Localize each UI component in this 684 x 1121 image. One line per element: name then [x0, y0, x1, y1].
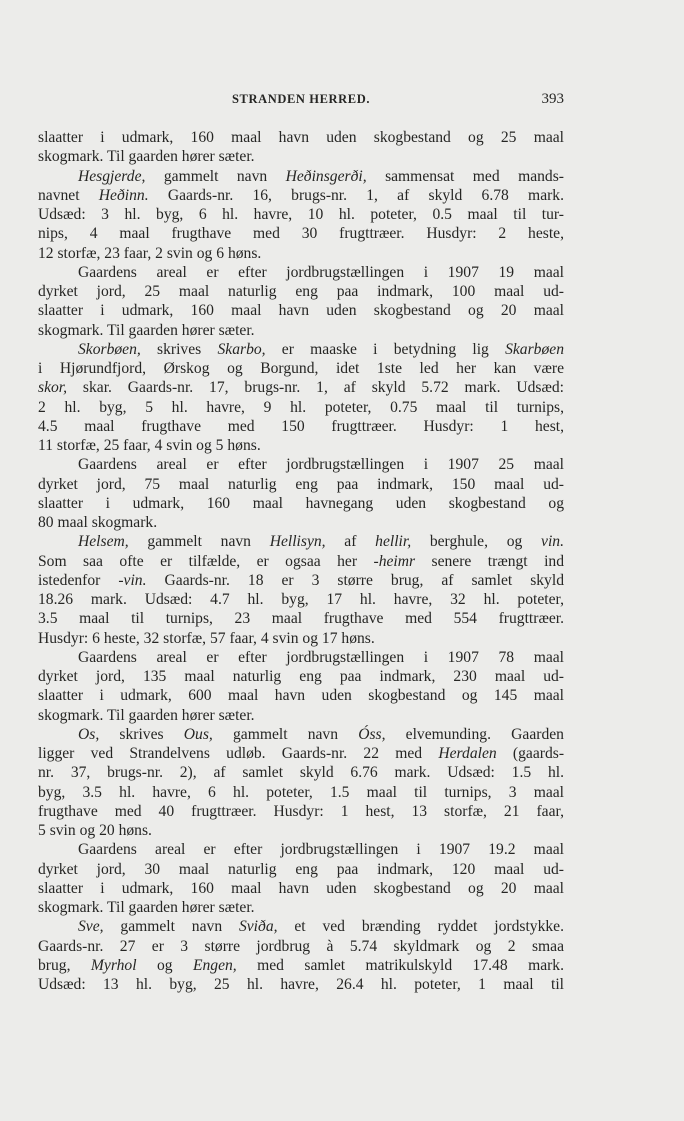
italic-term: Sve, [78, 918, 104, 936]
text-line [38, 224, 564, 243]
text-line [38, 282, 564, 301]
italic-term: Myrhol [90, 956, 137, 974]
text-run: slaatter i udmark, 160 maal havnegang uden skogbestand og [38, 494, 564, 512]
text-line [38, 609, 564, 628]
text-line [38, 167, 564, 186]
text-line [38, 552, 564, 571]
text-run: 5 svin og 20 høns. [38, 822, 152, 839]
text-line [38, 301, 564, 320]
text-line [38, 879, 564, 898]
text-run: et ved brænding ryddet jordstykke. [277, 918, 564, 936]
text-run: nips, 4 maal frugthave med 30 frugttræer. Husdyr: 2 heste, [38, 225, 564, 243]
text-run: 11 storfæ, 25 faar, 4 svin og 5 høns. [38, 437, 261, 454]
italic-term: Heðinn. [98, 186, 149, 204]
italic-term: Óss, [358, 725, 386, 743]
text-line [38, 840, 564, 859]
text-run: Gaardens areal er efter jordbrugstællingen i 1907 19 maal [78, 263, 564, 281]
text-line [38, 263, 564, 282]
text-run: 3.5 maal til turnips, 23 maal frugthave med 554 frugttræer. [38, 610, 564, 628]
text-run: skrives [99, 725, 184, 743]
text-run: dyrket jord, 135 maal naturlig eng paa indmark, 230 maal ud- [38, 668, 564, 685]
text-line [38, 821, 564, 840]
text-line [38, 667, 564, 686]
text-run: Gaardens areal er efter jordbrugstællingen i 1907 25 maal [78, 456, 564, 474]
text-run: og [136, 956, 193, 974]
text-run: Gaards-nr. 27 er 3 større jordbrug à 5.74 skyldmark og 2 smaa [38, 937, 564, 955]
text-line [38, 532, 564, 551]
italic-term: Engen, [192, 956, 237, 974]
italic-term: -heimr [373, 552, 416, 570]
italic-term: Os, [78, 725, 100, 743]
text-line [38, 956, 564, 975]
text-run: byg, 3.5 hl. havre, 6 hl. poteter, 1.5 maal til turnips, 3 maal [38, 783, 564, 801]
text-line [38, 629, 564, 648]
italic-term: hellir, [375, 533, 412, 551]
text-line [38, 340, 564, 359]
text-run: slaatter i udmark, 160 maal havn uden skogbestand og 20 maal [38, 302, 564, 320]
italic-term: Heðinsgerði, [285, 167, 367, 185]
text-line [38, 244, 564, 263]
text-run: Gaards-nr. 18 er 3 større brug, af samlet skyld [146, 571, 564, 589]
text-run: (gaards- [496, 745, 565, 762]
text-run: 80 maal skogmark. [38, 514, 158, 531]
text-line [38, 725, 564, 744]
text-run: Gaards-nr. 16, brugs-nr. 1, af skyld 6.78 mark. [148, 186, 564, 204]
text-line [38, 590, 564, 609]
text-line [38, 359, 564, 378]
text-line [38, 378, 564, 397]
text-run: istedenfor [38, 571, 119, 589]
italic-term: -vin. [118, 571, 147, 589]
text-line [38, 898, 564, 917]
text-run: skrives [140, 340, 218, 358]
text-line [38, 860, 564, 879]
text-line [38, 417, 564, 436]
text-run: brug, [38, 956, 91, 974]
text-run: dyrket jord, 30 maal naturlig eng paa indmark, 120 maal ud- [38, 860, 564, 878]
text-run: senere trængt ind [415, 552, 565, 570]
text-line [38, 648, 564, 667]
italic-term: Hellisyn, [269, 533, 326, 551]
text-run: Gaardens areal er efter jordbrugstællingen i 1907 19.2 maal [78, 841, 564, 859]
text-line [38, 917, 564, 936]
italic-term: Ous, [183, 725, 213, 743]
text-line [38, 686, 564, 705]
italic-term: Skarbøen [505, 340, 564, 358]
text-line [38, 975, 564, 994]
text-run: Udsæd: 3 hl. byg, 6 hl. havre, 10 hl. poteter, 0.5 maal til tur- [38, 206, 564, 223]
text-run: ligger ved Strandelvens udløb. Gaards-nr. 22 med [38, 745, 439, 762]
italic-term: Hesgjerde, [78, 167, 146, 185]
italic-term: Helsem, [78, 533, 129, 551]
text-run: skogmark. Til gaarden hører sæter. [38, 706, 255, 724]
text-run: skogmark. Til gaarden hører sæter. [38, 321, 255, 339]
text-run: nr. 37, brugs-nr. 2), af samlet skyld 6.76 mark. Udsæd: 1.5 hl. [38, 764, 564, 782]
text-run: i Hjørundfjord, Ørskog og Borgund, idet 1ste led her kan være [38, 360, 564, 377]
text-run: navnet [38, 186, 99, 204]
text-run: 2 hl. byg, 5 hl. havre, 9 hl. poteter, 0.75 maal til turnips, [38, 398, 564, 416]
text-run: Husdyr: 6 heste, 32 storfæ, 57 faar, 4 svin og 17 høns. [38, 629, 375, 647]
text-line [38, 186, 564, 205]
text-run: 4.5 maal frugthave med 150 frugttræer. Husdyr: 1 hest, [38, 417, 564, 435]
text-line [38, 475, 564, 494]
text-line [38, 128, 564, 147]
text-line [38, 436, 564, 455]
text-run: med samlet matrikulskyld 17.48 mark. [236, 956, 565, 974]
italic-term: Sviða, [238, 918, 278, 936]
text-run: er maaske i betydning lig [265, 340, 506, 358]
page-number: 393 [541, 91, 564, 107]
text-run: frugthave med 40 frugttræer. Husdyr: 1 hest, 13 storfæ, 21 faar, [38, 802, 564, 820]
italic-term: Herdalen [438, 745, 497, 762]
text-run: gammelt navn [145, 167, 286, 185]
text-line [38, 571, 564, 590]
text-line [38, 398, 564, 417]
italic-term: skor, [38, 379, 68, 397]
text-line [38, 937, 564, 956]
text-run: berghule, og [411, 533, 542, 551]
text-run: skogmark. Til gaarden hører sæter. [38, 899, 255, 916]
text-line [38, 802, 564, 821]
text-run: af [325, 533, 376, 551]
text-run: sammensat med mands- [366, 167, 564, 185]
text-line [38, 205, 564, 224]
text-run: skogmark. Til gaarden hører sæter. [38, 148, 255, 166]
text-line [38, 763, 564, 782]
text-run: slaatter i udmark, 160 maal havn uden skogbestand og 20 maal [38, 879, 564, 897]
body-text [38, 128, 564, 994]
text-run: skar. Gaards-nr. 17, brugs-nr. 1, af skyld 5.72 mark. Udsæd: [67, 379, 564, 397]
text-run: Udsæd: 13 hl. byg, 25 hl. havre, 26.4 hl. poteter, 1 maal til [38, 976, 564, 993]
text-run: slaatter i udmark, 600 maal havn uden skogbestand og 145 maal [38, 687, 564, 705]
text-line [38, 147, 564, 166]
text-line [38, 321, 564, 340]
text-run: 18.26 mark. Udsæd: 4.7 hl. byg, 17 hl. havre, 32 hl. poteter, [38, 591, 564, 608]
text-run: gammelt navn [212, 725, 359, 743]
text-run: slaatter i udmark, 160 maal havn uden skogbestand og 25 maal [38, 129, 564, 146]
text-run: dyrket jord, 25 maal naturlig eng paa indmark, 100 maal ud- [38, 283, 564, 300]
text-line [38, 706, 564, 725]
text-run: 12 storfæ, 23 faar, 2 svin og 6 høns. [38, 244, 262, 262]
text-line [38, 513, 564, 532]
italic-term: vin. [541, 533, 564, 551]
italic-term: Skorbøen, [78, 340, 141, 358]
text-run: gammelt navn [103, 918, 239, 936]
text-line [38, 455, 564, 474]
page-header [38, 92, 564, 112]
text-run: dyrket jord, 75 maal naturlig eng paa indmark, 150 maal ud- [38, 475, 564, 493]
text-run: gammelt navn [128, 533, 270, 551]
text-run: Som saa ofte er tilfælde, er ogsaa her [38, 552, 374, 570]
text-run: elvemunding. Gaarden [385, 725, 564, 743]
text-line [38, 494, 564, 513]
italic-term: Skarbo, [217, 340, 266, 358]
text-run: Gaardens areal er efter jordbrugstællingen i 1907 78 maal [78, 648, 564, 666]
text-line [38, 783, 564, 802]
running-title: STRANDEN HERRED. [231, 92, 371, 106]
text-line [38, 744, 564, 763]
